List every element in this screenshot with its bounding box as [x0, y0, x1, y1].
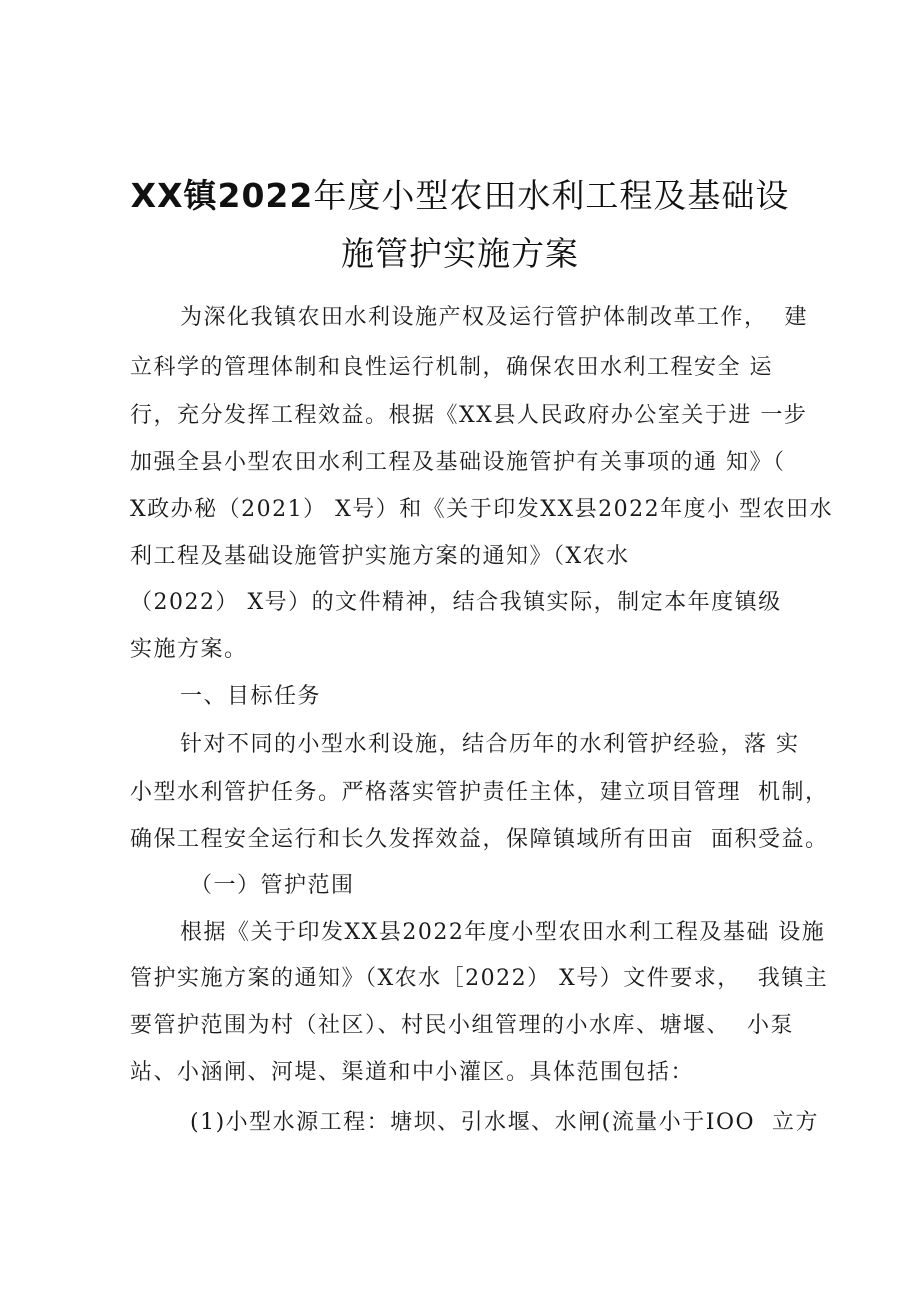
list-item: (1)小型水源工程：塘坝、引水堰、水闸(流量小于IOO 立方 — [190, 1110, 819, 1135]
title-bold-prefix: XX镇2022 — [130, 176, 314, 215]
body-line: 根据《关于印发XX县2022年度小型农田水利工程及基础 设施 — [180, 920, 826, 945]
body-line: 立科学的管理体制和良性运行机制，确保农田水利工程安全 运 — [130, 355, 773, 380]
section-heading: 一、目标任务 — [180, 684, 322, 709]
body-line: 管护实施方案的通知》（X农水［2022） X号）文件要求， 我镇主 — [130, 966, 829, 991]
body-line: （2022） X号）的文件精神，结合我镇实际，制定本年度镇级 — [130, 590, 782, 615]
body-line: 加强全县小型农田水利工程及基础设施管护有关事项的通 知》（ — [130, 450, 786, 475]
body-line: 站、小涵闸、河堤、渠道和中小灌区。具体范围包括： — [130, 1060, 695, 1085]
body-line: 利工程及基础设施管护实施方案的通知》（X农水 — [130, 544, 630, 569]
document-title-line-1 — [0, 170, 920, 217]
body-line: X政办秘（2021） X号）和《关于印发XX县2022年度小 型农田水 — [130, 497, 834, 522]
body-line: 为深化我镇农田水利设施产权及运行管护体制改革工作， 建 — [180, 305, 808, 330]
subsection-heading: （一）管护范围 — [190, 873, 355, 898]
body-line: 确保工程安全运行和长久发挥效益，保障镇域所有田亩 面积受益。 — [130, 827, 829, 852]
body-line: 小型水利管护任务。严格落实管护责任主体，建立项目管理 机制， — [130, 780, 829, 805]
document-title-line-2: 施管护实施方案 — [341, 234, 579, 273]
body-line: 实施方案。 — [130, 637, 248, 662]
body-line: 要管护范围为村（社区）、村民小组管理的小水库、塘堰、 小泵 — [130, 1013, 794, 1038]
body-line: 行，充分发挥工程效益。根据《XX县人民政府办公室关于进 一步 — [130, 403, 808, 428]
body-line: 针对不同的小型水利设施，结合历年的水利管护经验，落 实 — [180, 732, 800, 757]
title-rest: 年度小型农田水利工程及基础设 — [313, 176, 790, 215]
